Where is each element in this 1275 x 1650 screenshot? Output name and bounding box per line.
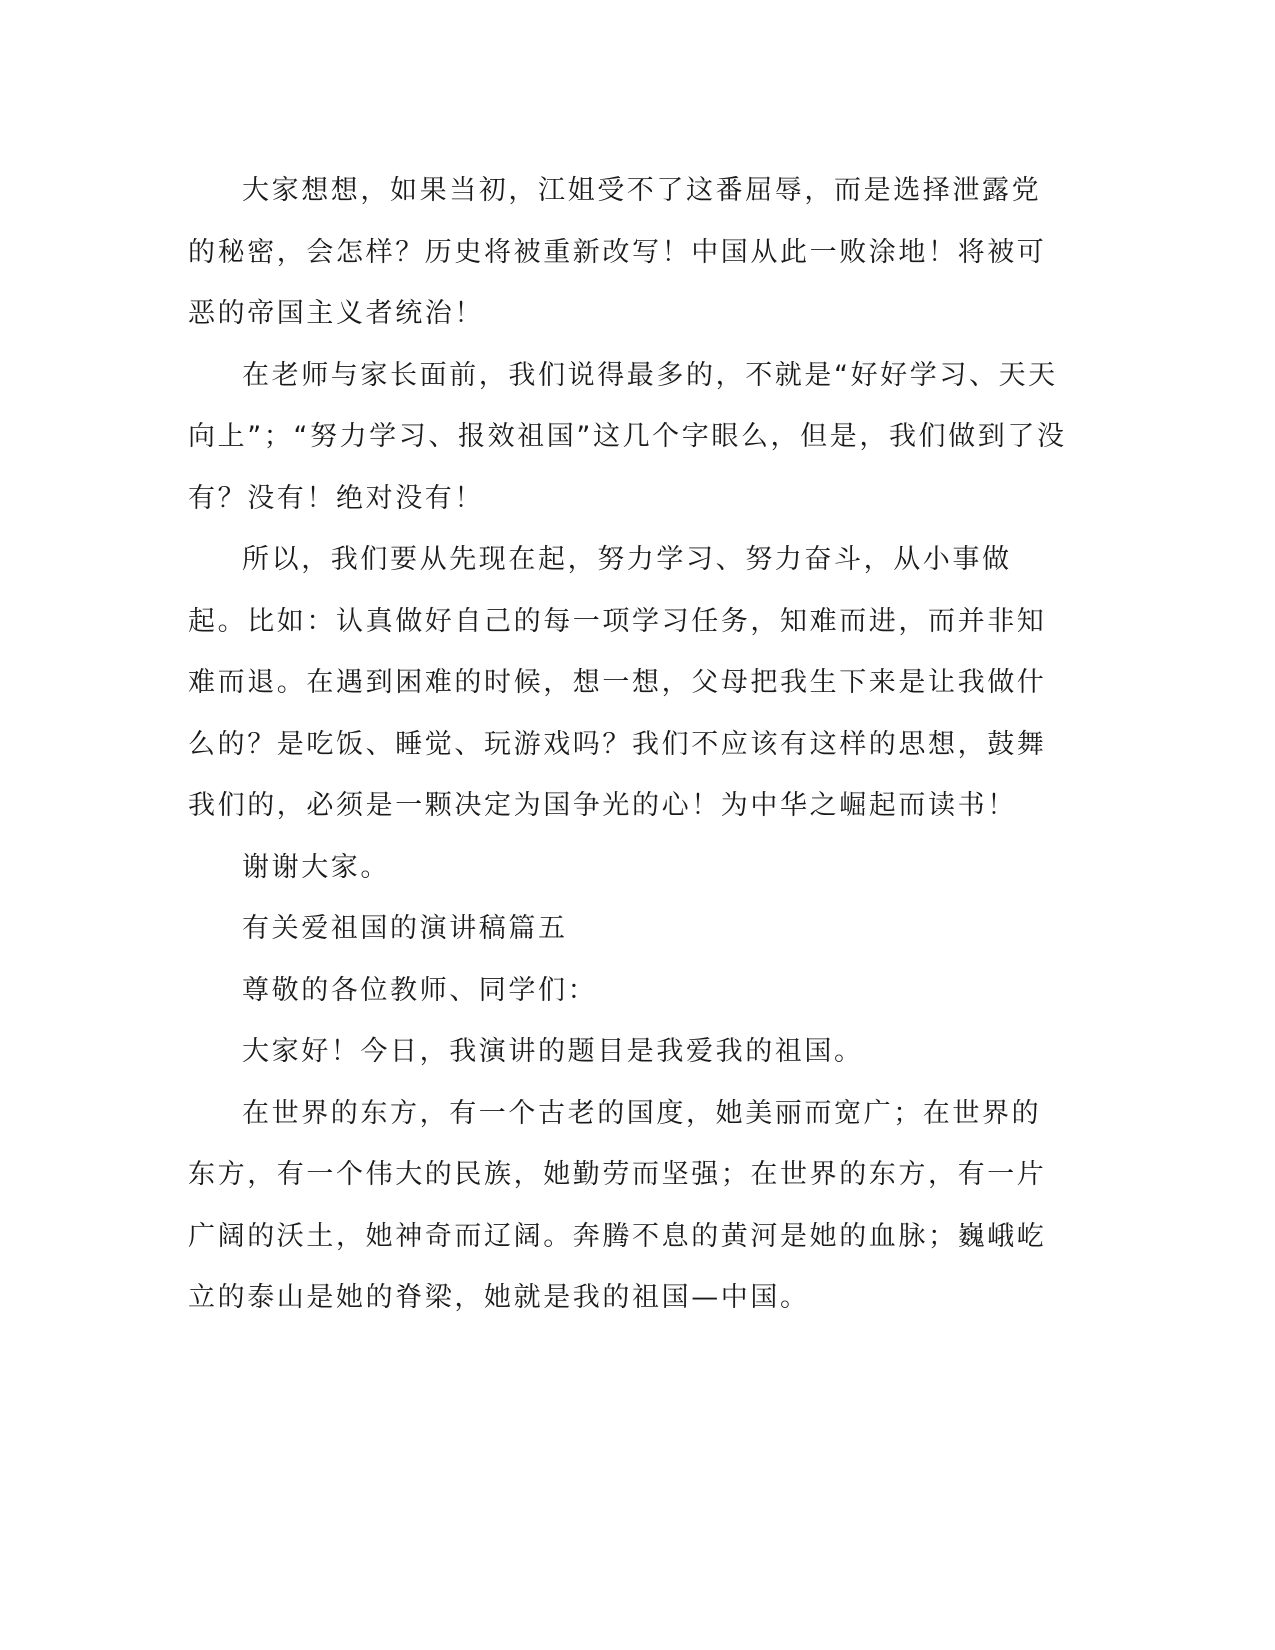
document-body xyxy=(188,160,1068,1329)
paragraph-study-slogan: 在老师与家长面前，我们说得最多的，不就是“好好学习、天天向上”；“努力学习、报效祖国”这几个字眼么，但是，我们做到了没有？没有！绝对没有！ xyxy=(188,359,1067,514)
paragraph-greeting: 大家好！今日，我演讲的题目是我爱我的祖国。 xyxy=(242,1036,864,1067)
paragraph-jiangjie: 大家想想，如果当初，江姐受不了这番屈辱，而是选择泄露党的秘密，会怎样？历史将被重新改写！中国从此一败涂地！将被可恶的帝国主义者统治！ xyxy=(188,175,1047,329)
paragraph-east-world: 在世界的东方，有一个古老的国度，她美丽而宽广；在世界的东方，有一个伟大的民族，她勤劳而坚强；在世界的东方，有一片广阔的沃土，她神奇而辽阔。奔腾不息的黄河是她的血脉；巍峨屹立的泰山是她的脊梁，她就是我的祖国—中国。 xyxy=(188,1097,1047,1313)
paragraph-start-now: 所以，我们要从先现在起，努力学习、努力奋斗，从小事做起。比如：认真做好自己的每一项学习任务，知难而进，而并非知难而退。在遇到困难的时候，想一想，父母把我生下来是让我做什么的？是吃饭、睡觉、玩游戏吗？我们不应该有这样的思想，鼓舞我们的，必须是一颗决定为国争光的心！为中华之崛起而读书！ xyxy=(188,544,1047,821)
section-heading: 有关爱祖国的演讲稿篇五 xyxy=(242,913,568,944)
salutation: 尊敬的各位教师、同学们： xyxy=(242,974,598,1006)
paragraph-thanks: 谢谢大家。 xyxy=(242,851,390,883)
